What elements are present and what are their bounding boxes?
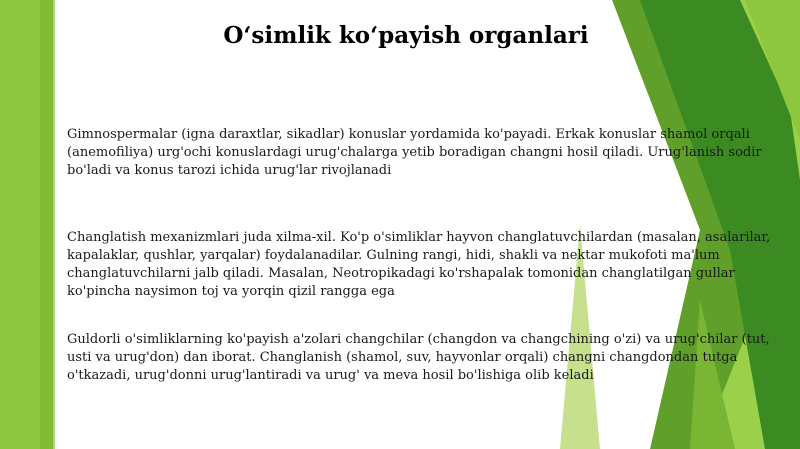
left-green-shade <box>40 0 55 449</box>
slide-title: O‘simlik ko‘payish organlari <box>223 22 589 49</box>
paragraph-pollination-mechanisms: Changlatish mexanizmlari juda xilma-xil. Ko'p o'simliklar hayvon changlatuvchilardan (masalan, asalarilar, kapalaklar, qushlar, yarqalar) foydalanadilar. Gulning rangi, hidi, shakli va nektar mukofoti ma'lum changlatuvchilarni jalb qiladi. Masalan, Neotropikadagi ko'rshapalak tomonidan changlatilgan gullar ko'pincha naysimon toj va yorqin qizil rangga ega <box>67 230 771 299</box>
paragraph-flower-reproductive-organs: Guldorli o'simliklarning ko'payish a'zolari changchilar (changdon va changchining o'zi) va urug'chilar (tut, usti va urug'don) dan iborat. Changlanish (shamol, suv, hayvonlar orqali) changni changdondan tutga o'tkazadi, urug'donni urug'lantiradi va urug' va meva hosil bo'lishiga olib keladi <box>67 332 770 383</box>
paragraph-gymnosperms: Gimnospermalar (igna daraxtlar, sikadlar) konuslar yordamida ko'payadi. Erkak konuslar shamol orqali (anemofiliya) urg'ochi konuslardagi urug'chalarga yetib boradigan changni hosil qiladi. Urug'lanish sodir bo'ladi va konus tarozi ichida urug'lar rivojlanadi <box>67 127 762 178</box>
